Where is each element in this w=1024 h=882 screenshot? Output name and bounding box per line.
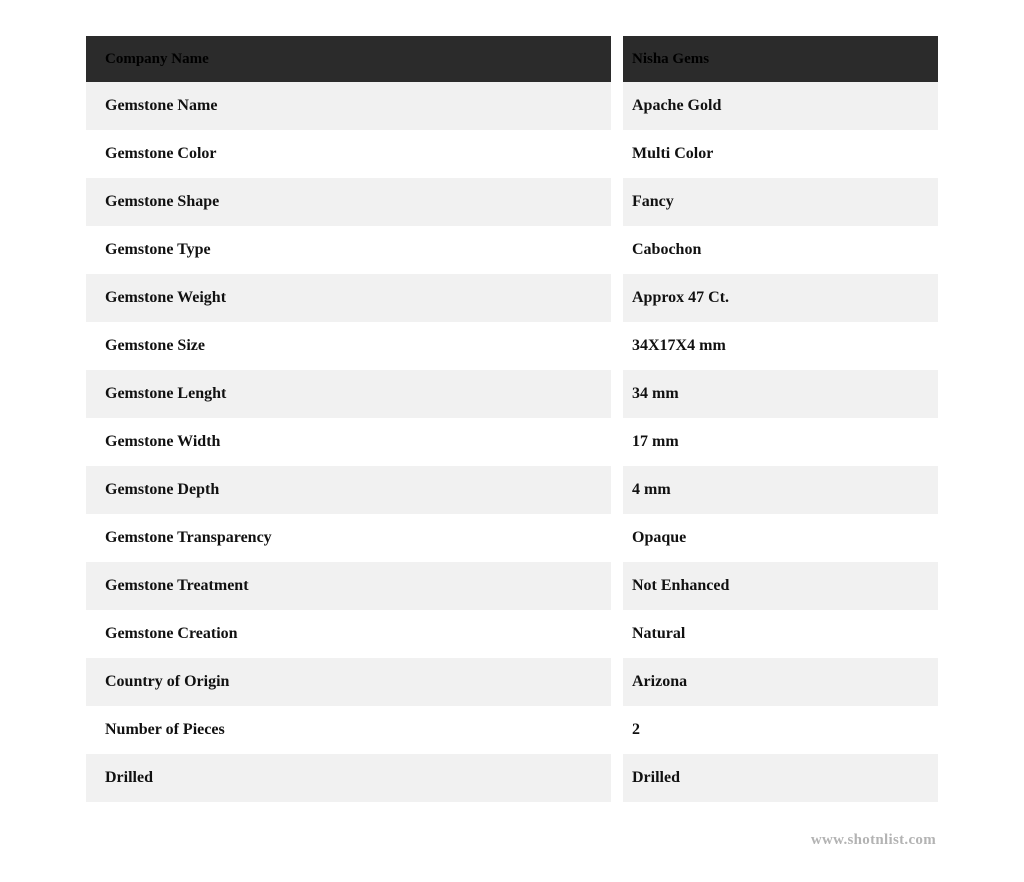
table-row — [86, 610, 938, 658]
table-row — [86, 658, 938, 706]
row-label: Drilled — [86, 754, 611, 802]
row-label: Gemstone Type — [86, 226, 611, 274]
gemstone-spec-table — [86, 36, 938, 802]
row-value: 34 mm — [623, 370, 938, 418]
table-row — [86, 178, 938, 226]
row-label: Gemstone Color — [86, 130, 611, 178]
website-watermark: www.shotnlist.com — [810, 832, 936, 848]
table-row — [86, 466, 938, 514]
table-row — [86, 706, 938, 754]
row-label: Gemstone Weight — [86, 274, 611, 322]
table-row — [86, 418, 938, 466]
row-label: Gemstone Treatment — [86, 562, 611, 610]
header-value: Nisha Gems — [623, 36, 938, 82]
row-value: Fancy — [623, 178, 938, 226]
table-row — [86, 370, 938, 418]
table-row — [86, 274, 938, 322]
table-row — [86, 514, 938, 562]
table-row — [86, 226, 938, 274]
row-value: Multi Color — [623, 130, 938, 178]
row-value: Apache Gold — [623, 82, 938, 130]
row-value: Drilled — [623, 754, 938, 802]
row-value: 2 — [623, 706, 938, 754]
row-label: Gemstone Transparency — [86, 514, 611, 562]
row-label: Gemstone Depth — [86, 466, 611, 514]
row-value: 17 mm — [623, 418, 938, 466]
row-label: Country of Origin — [86, 658, 611, 706]
row-label: Gemstone Size — [86, 322, 611, 370]
table-row — [86, 130, 938, 178]
row-value: Approx 47 Ct. — [623, 274, 938, 322]
table-row — [86, 82, 938, 130]
table-row — [86, 562, 938, 610]
row-value: Not Enhanced — [623, 562, 938, 610]
row-label: Number of Pieces — [86, 706, 611, 754]
header-label: Company Name — [86, 36, 611, 82]
row-value: 4 mm — [623, 466, 938, 514]
row-label: Gemstone Shape — [86, 178, 611, 226]
row-label: Gemstone Name — [86, 82, 611, 130]
table-header-row — [86, 36, 938, 82]
row-value: Natural — [623, 610, 938, 658]
table-row — [86, 754, 938, 802]
row-value: Cabochon — [623, 226, 938, 274]
table-row — [86, 322, 938, 370]
row-value: 34X17X4 mm — [623, 322, 938, 370]
row-value: Arizona — [623, 658, 938, 706]
row-label: Gemstone Width — [86, 418, 611, 466]
row-value: Opaque — [623, 514, 938, 562]
row-label: Gemstone Creation — [86, 610, 611, 658]
row-label: Gemstone Lenght — [86, 370, 611, 418]
